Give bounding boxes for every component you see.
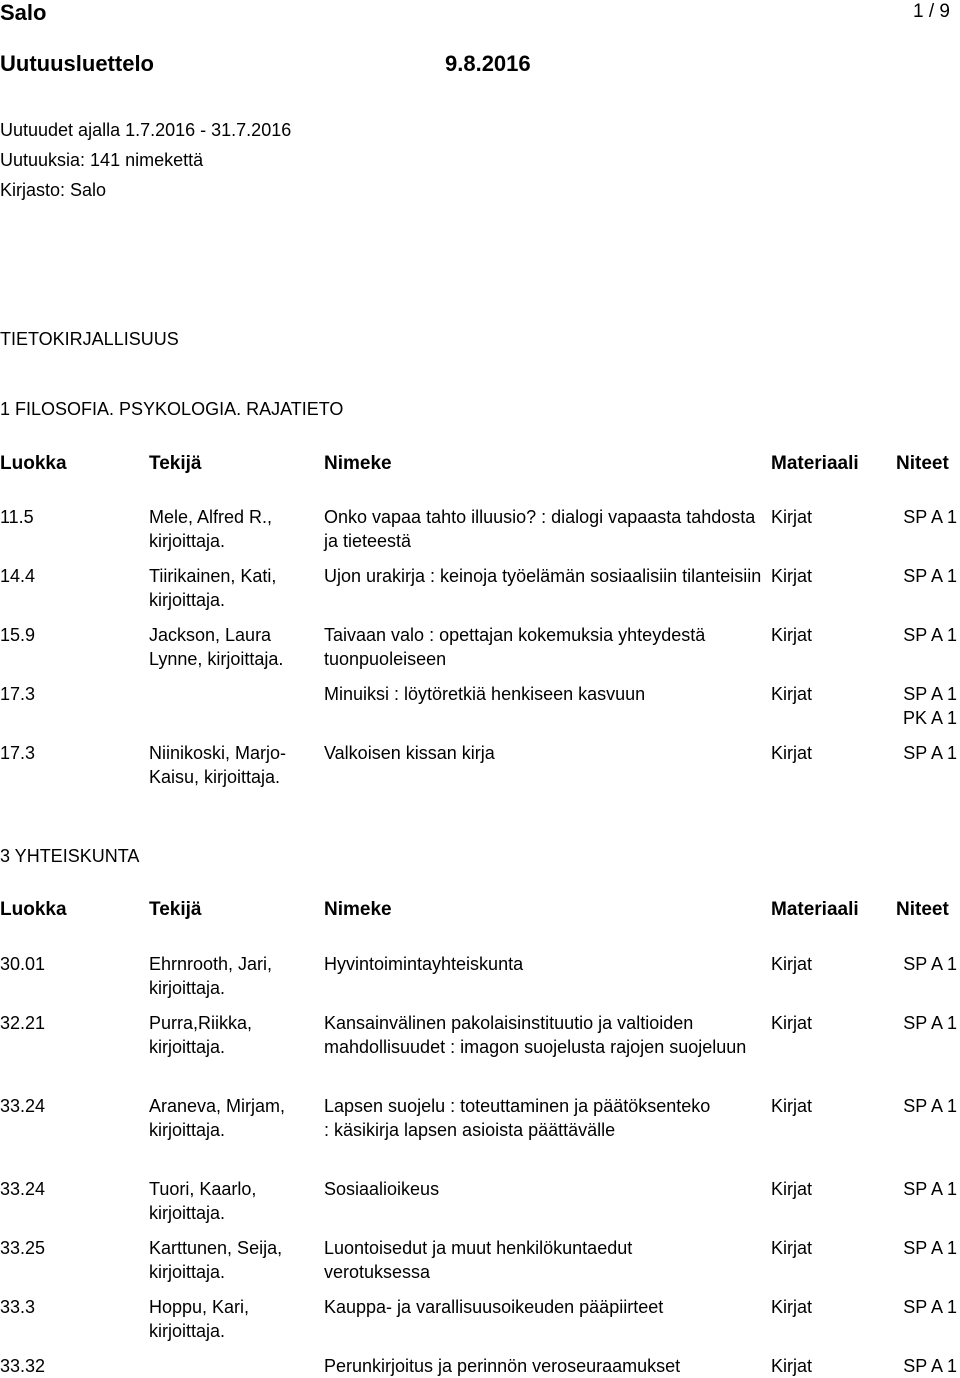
material-cell: Kirjat xyxy=(771,954,813,974)
column-header-class: Luokka xyxy=(0,453,67,474)
title-cell: Valkoisen kissan kirja xyxy=(324,743,495,763)
title-cell: Sosiaalioikeus xyxy=(324,1179,440,1199)
library-text: Kirjasto: Salo xyxy=(0,180,107,200)
material-cell: Kirjat xyxy=(771,1179,813,1199)
class-cell: 15.9 xyxy=(0,625,36,645)
title-cell: Taivaan valo : opettajan kokemuksia yhteydestä tuonpuoleiseen xyxy=(324,625,706,669)
notes-cell: SP A 1 xyxy=(903,1096,957,1116)
class-cell: 30.01 xyxy=(0,954,46,974)
section-heading: 1 FILOSOFIA. PSYKOLOGIA. RAJATIETO xyxy=(0,399,344,419)
title-cell: Lapsen suojelu : toteuttaminen ja päätöksenteko : käsikirja lapsen asioista päättävälle xyxy=(324,1096,711,1140)
material-cell: Kirjat xyxy=(771,1013,813,1033)
material-cell: Kirjat xyxy=(771,1356,813,1376)
title-cell: Onko vapaa tahto illuusio? : dialogi vapaasta tahdosta ja tieteestä xyxy=(324,507,756,551)
author-cell: Purra,Riikka, kirjoittaja. xyxy=(149,1013,253,1057)
period-text: Uutuudet ajalla 1.7.2016 - 31.7.2016 xyxy=(0,120,292,140)
author-cell: Hoppu, Kari, kirjoittaja. xyxy=(149,1297,250,1341)
notes-cell: SP A 1 xyxy=(903,566,957,586)
column-header-material: Materiaali xyxy=(771,453,859,474)
author-cell: Araneva, Mirjam, kirjoittaja. xyxy=(149,1096,286,1140)
notes-cell: SP A 1 xyxy=(903,507,957,527)
author-cell: Mele, Alfred R., kirjoittaja. xyxy=(149,507,273,551)
class-cell: 11.5 xyxy=(0,507,34,527)
title-cell: Luontoisedut ja muut henkilökuntaedut verotuksessa xyxy=(324,1238,633,1282)
count-text: Uutuuksia: 141 nimekettä xyxy=(0,150,204,170)
list-date: 9.8.2016 xyxy=(445,51,531,76)
title-cell: Perunkirjoitus ja perinnön veroseuraamukset xyxy=(324,1356,681,1376)
notes-cell-secondary: PK A 1 xyxy=(902,708,957,728)
material-cell: Kirjat xyxy=(771,1238,813,1258)
section-heading: 3 YHTEISKUNTA xyxy=(0,846,140,866)
column-header-notes: Niteet xyxy=(896,899,949,920)
column-header-material: Materiaali xyxy=(771,899,859,920)
author-cell: Ehrnrooth, Jari, kirjoittaja. xyxy=(149,954,273,998)
column-header-title: Nimeke xyxy=(324,899,392,920)
page-number: 1 / 9 xyxy=(913,1,950,22)
column-header-author: Tekijä xyxy=(149,453,202,474)
title-cell: Ujon urakirja : keinoja työelämän sosiaalisiin tilanteisiin xyxy=(324,566,762,586)
class-cell: 33.25 xyxy=(0,1238,46,1258)
title-cell: Hyvintoimintayhteiskunta xyxy=(324,954,524,974)
class-cell: 33.24 xyxy=(0,1179,46,1199)
class-cell: 17.3 xyxy=(0,743,36,763)
notes-cell: SP A 1 xyxy=(903,743,957,763)
column-header-notes: Niteet xyxy=(896,453,949,474)
list-title: Uutuusluettelo xyxy=(0,51,154,76)
notes-cell: SP A 1 xyxy=(903,1297,957,1317)
category-heading: TIETOKIRJALLISUUS xyxy=(0,329,179,349)
material-cell: Kirjat xyxy=(771,625,813,645)
class-cell: 17.3 xyxy=(0,684,36,704)
author-cell: Tiirikainen, Kati, kirjoittaja. xyxy=(149,566,277,610)
library-name: Salo xyxy=(0,0,47,25)
material-cell: Kirjat xyxy=(771,507,813,527)
column-header-class: Luokka xyxy=(0,899,67,920)
notes-cell: SP A 1 xyxy=(903,1013,957,1033)
column-header-author: Tekijä xyxy=(149,899,202,920)
notes-cell: SP A 1 xyxy=(903,1238,957,1258)
author-cell: Tuori, Kaarlo, kirjoittaja. xyxy=(149,1179,257,1223)
material-cell: Kirjat xyxy=(771,684,813,704)
class-cell: 33.3 xyxy=(0,1297,36,1317)
notes-cell: SP A 1 xyxy=(903,1356,957,1376)
notes-cell: SP A 1 xyxy=(903,954,957,974)
title-cell: Minuiksi : löytöretkiä henkiseen kasvuun xyxy=(324,684,646,704)
title-cell: Kauppa- ja varallisuusoikeuden pääpiirteet xyxy=(324,1297,664,1317)
notes-cell: SP A 1 xyxy=(903,625,957,645)
author-cell: Karttunen, Seija, kirjoittaja. xyxy=(149,1238,283,1282)
class-cell: 32.21 xyxy=(0,1013,46,1033)
column-header-title: Nimeke xyxy=(324,453,392,474)
material-cell: Kirjat xyxy=(771,743,813,763)
author-cell: Jackson, Laura Lynne, kirjoittaja. xyxy=(149,625,284,669)
class-cell: 33.24 xyxy=(0,1096,46,1116)
material-cell: Kirjat xyxy=(771,566,813,586)
material-cell: Kirjat xyxy=(771,1096,813,1116)
class-cell: 33.32 xyxy=(0,1356,46,1376)
notes-cell: SP A 1 xyxy=(903,684,957,704)
class-cell: 14.4 xyxy=(0,566,36,586)
author-cell: Niinikoski, Marjo-Kaisu, kirjoittaja. xyxy=(149,743,287,787)
notes-cell: SP A 1 xyxy=(903,1179,957,1199)
title-cell: Kansainvälinen pakolaisinstituutio ja valtioiden mahdollisuudet : imagon suojelusta rajojen suojeluun xyxy=(324,1013,747,1057)
material-cell: Kirjat xyxy=(771,1297,813,1317)
